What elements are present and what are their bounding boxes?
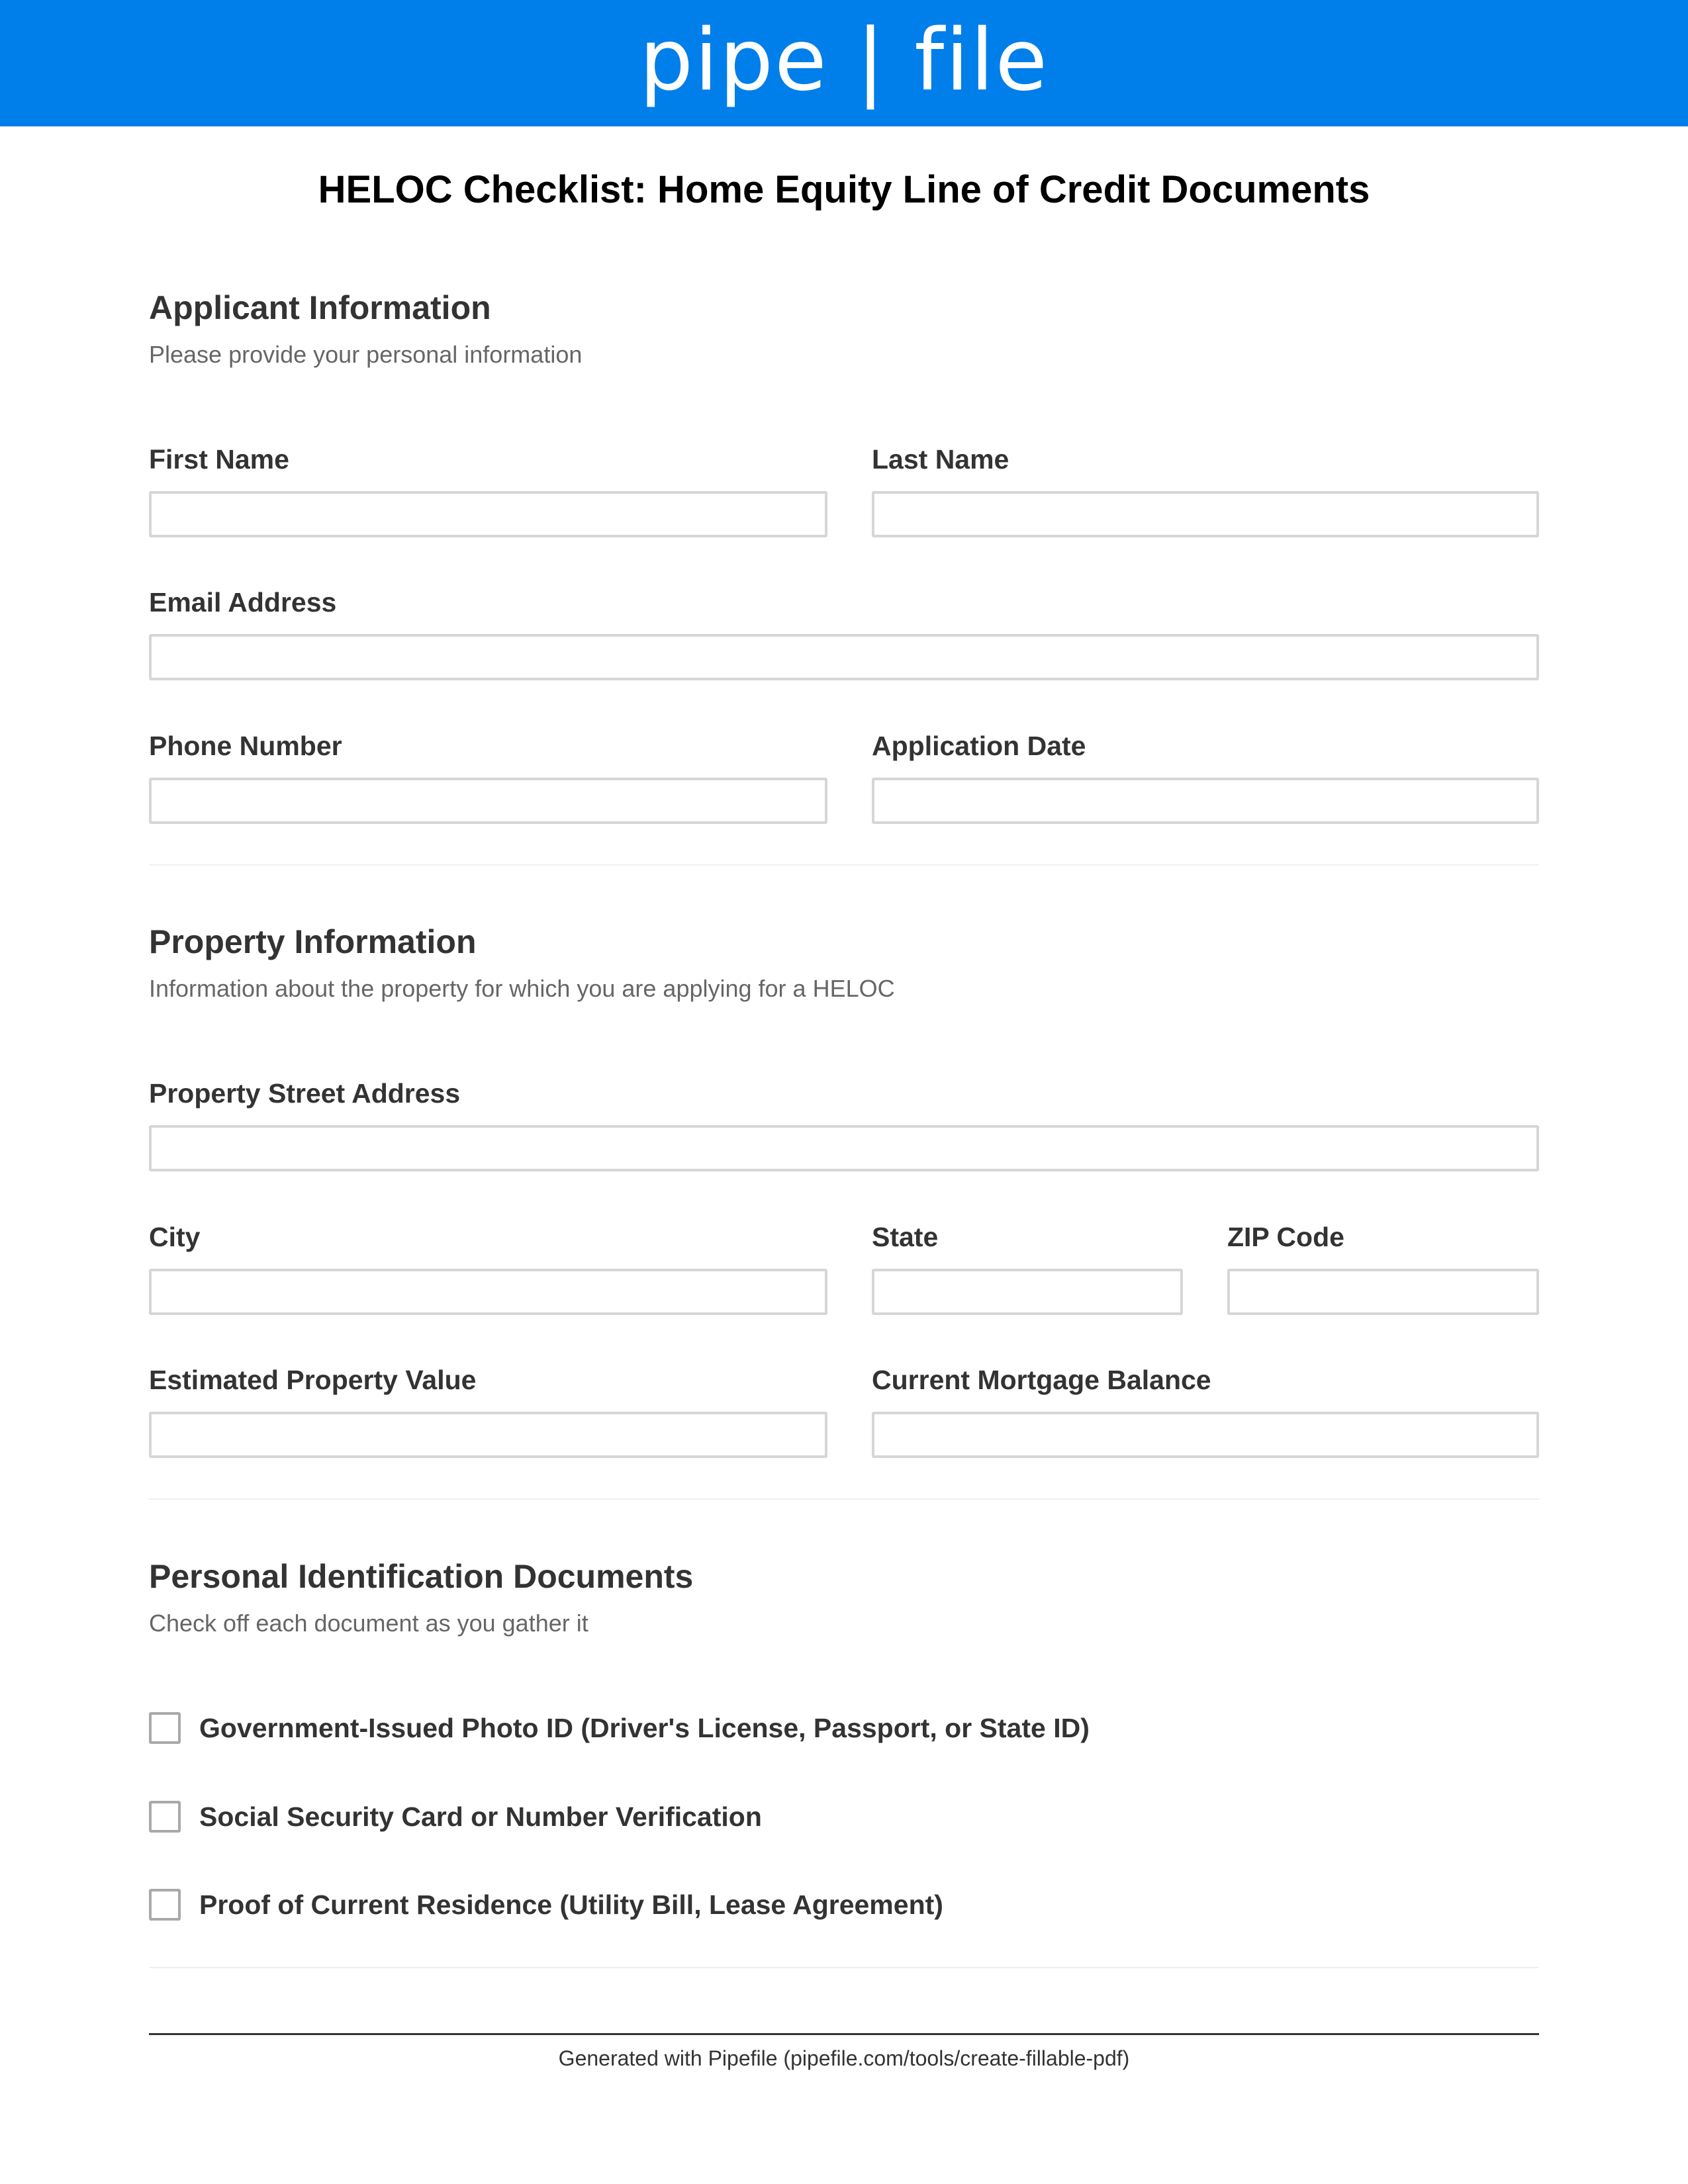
phone-label: Phone Number bbox=[149, 731, 342, 761]
last-name-field[interactable] bbox=[872, 491, 1539, 537]
proof-of-residence-checkbox[interactable] bbox=[149, 1889, 181, 1921]
application-date-field[interactable] bbox=[872, 778, 1539, 824]
section-divider bbox=[149, 864, 1539, 866]
property-section-title: Property Information bbox=[149, 923, 477, 960]
pipefile-logo: pipe | file bbox=[639, 11, 1049, 110]
applicant-section-title: Applicant Information bbox=[149, 289, 491, 326]
ssn-label: Social Security Card or Number Verification bbox=[199, 1801, 762, 1832]
zip-code-field[interactable] bbox=[1227, 1269, 1539, 1315]
property-street-field[interactable] bbox=[149, 1125, 1539, 1171]
identification-section-subtitle: Check off each document as you gather it bbox=[149, 1610, 588, 1637]
phone-field[interactable] bbox=[149, 778, 827, 824]
property-value-field[interactable] bbox=[149, 1412, 827, 1458]
mortgage-balance-field[interactable] bbox=[872, 1412, 1539, 1458]
city-field[interactable] bbox=[149, 1269, 827, 1315]
zip-code-label: ZIP Code bbox=[1227, 1222, 1344, 1252]
footer-rule bbox=[149, 2033, 1539, 2035]
email-field[interactable] bbox=[149, 634, 1539, 680]
identification-section-title: Personal Identification Documents bbox=[149, 1558, 694, 1595]
checklist-item-ssn[interactable] bbox=[149, 1800, 762, 1833]
checklist-item-photo-id[interactable] bbox=[149, 1711, 1090, 1745]
mortgage-balance-label: Current Mortgage Balance bbox=[872, 1365, 1211, 1395]
footer-text: Generated with Pipefile (pipefile.com/tools/create-fillable-pdf) bbox=[558, 2046, 1130, 2070]
checklist-item-proof-of-residence[interactable] bbox=[149, 1888, 943, 1921]
proof-of-residence-label: Proof of Current Residence (Utility Bill, Lease Agreement) bbox=[199, 1889, 943, 1920]
email-label: Email Address bbox=[149, 587, 337, 617]
application-date-label: Application Date bbox=[872, 731, 1086, 761]
section-divider bbox=[149, 1498, 1539, 1500]
property-section-subtitle: Information about the property for which you are applying for a HELOC bbox=[149, 975, 895, 1002]
state-field[interactable] bbox=[872, 1269, 1183, 1315]
state-label: State bbox=[872, 1222, 939, 1252]
last-name-label: Last Name bbox=[872, 444, 1009, 475]
section-divider bbox=[149, 1967, 1539, 1968]
document-title: HELOC Checklist: Home Equity Line of Credit Documents bbox=[318, 168, 1370, 211]
first-name-label: First Name bbox=[149, 444, 289, 475]
property-value-label: Estimated Property Value bbox=[149, 1365, 477, 1395]
applicant-section-subtitle: Please provide your personal information bbox=[149, 341, 583, 368]
photo-id-label: Government-Issued Photo ID (Driver's License, Passport, or State ID) bbox=[199, 1712, 1090, 1743]
first-name-field[interactable] bbox=[149, 491, 827, 537]
ssn-checkbox[interactable] bbox=[149, 1801, 181, 1833]
city-label: City bbox=[149, 1222, 201, 1252]
photo-id-checkbox[interactable] bbox=[149, 1712, 181, 1744]
property-street-label: Property Street Address bbox=[149, 1078, 461, 1109]
